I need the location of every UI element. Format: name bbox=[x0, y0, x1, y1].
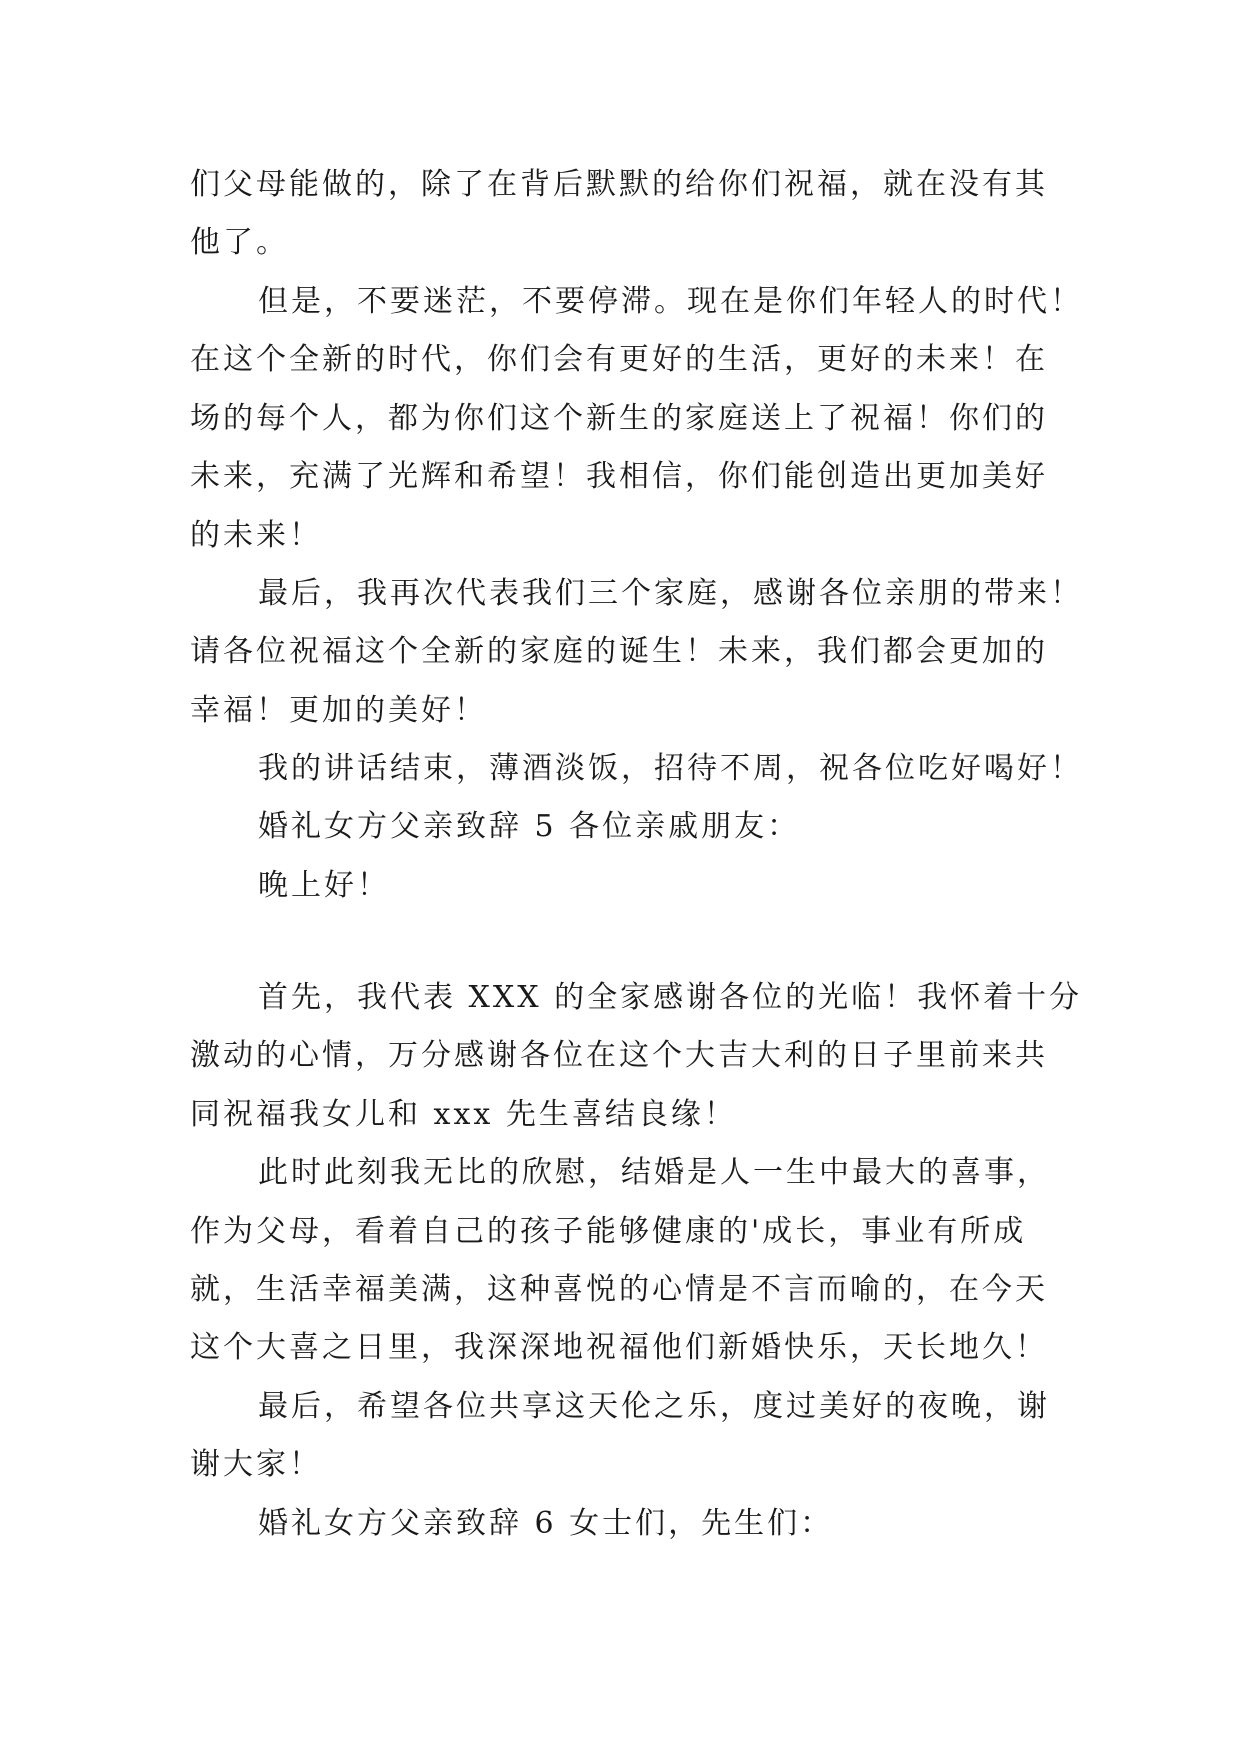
text-line: 场的每个人，都为你们这个新生的家庭送上了祝福！你们的 bbox=[190, 401, 1048, 436]
paragraph-start-line: 此时此刻我无比的欣慰，结婚是人一生中最大的喜事， bbox=[258, 1155, 1050, 1190]
text-line: 请各位祝福这个全新的家庭的诞生！未来，我们都会更加的 bbox=[190, 634, 1048, 669]
text-line: 幸福！更加的美好！ bbox=[190, 693, 487, 728]
text-line: 作为父母，看着自己的孩子能够健康的'成长，事业有所成 bbox=[190, 1214, 1027, 1249]
text-line: 这个大喜之日里，我深深地祝福他们新婚快乐，天长地久！ bbox=[190, 1330, 1048, 1365]
text-line: 他了。 bbox=[190, 225, 289, 260]
paragraph-start-line: 首先，我代表 XXX 的全家感谢各位的光临！我怀着十分 bbox=[258, 980, 1083, 1015]
text-line: 同祝福我女儿和 xxx 先生喜结良缘！ bbox=[190, 1097, 737, 1132]
section-heading-line: 婚礼女方父亲致辞 5 各位亲戚朋友： bbox=[258, 809, 801, 844]
text-line: 未来，充满了光辉和希望！我相信，你们能创造出更加美好 bbox=[190, 459, 1048, 494]
paragraph-start-line: 最后，我再次代表我们三个家庭，感谢各位亲朋的带来！ bbox=[258, 576, 1083, 611]
text-line: 就，生活幸福美满，这种喜悦的心情是不言而喻的，在今天 bbox=[190, 1272, 1048, 1307]
greeting-line: 晚上好！ bbox=[258, 868, 390, 903]
paragraph-start-line: 但是，不要迷茫，不要停滞。现在是你们年轻人的时代！ bbox=[258, 284, 1083, 319]
text-line: 谢大家！ bbox=[190, 1447, 322, 1482]
text-line: 激动的心情，万分感谢各位在这个大吉大利的日子里前来共 bbox=[190, 1038, 1048, 1073]
text-line: 在这个全新的时代，你们会有更好的生活，更好的未来！在 bbox=[190, 342, 1048, 377]
paragraph-start-line: 我的讲话结束，薄酒淡饭，招待不周，祝各位吃好喝好！ bbox=[258, 751, 1083, 786]
section-heading-line: 婚礼女方父亲致辞 6 女士们，先生们： bbox=[258, 1506, 834, 1541]
paragraph-start-line: 最后，希望各位共享这天伦之乐，度过美好的夜晚，谢 bbox=[258, 1389, 1050, 1424]
text-line: 们父母能做的，除了在背后默默的给你们祝福，就在没有其 bbox=[190, 167, 1048, 202]
text-line: 的未来！ bbox=[190, 518, 322, 553]
